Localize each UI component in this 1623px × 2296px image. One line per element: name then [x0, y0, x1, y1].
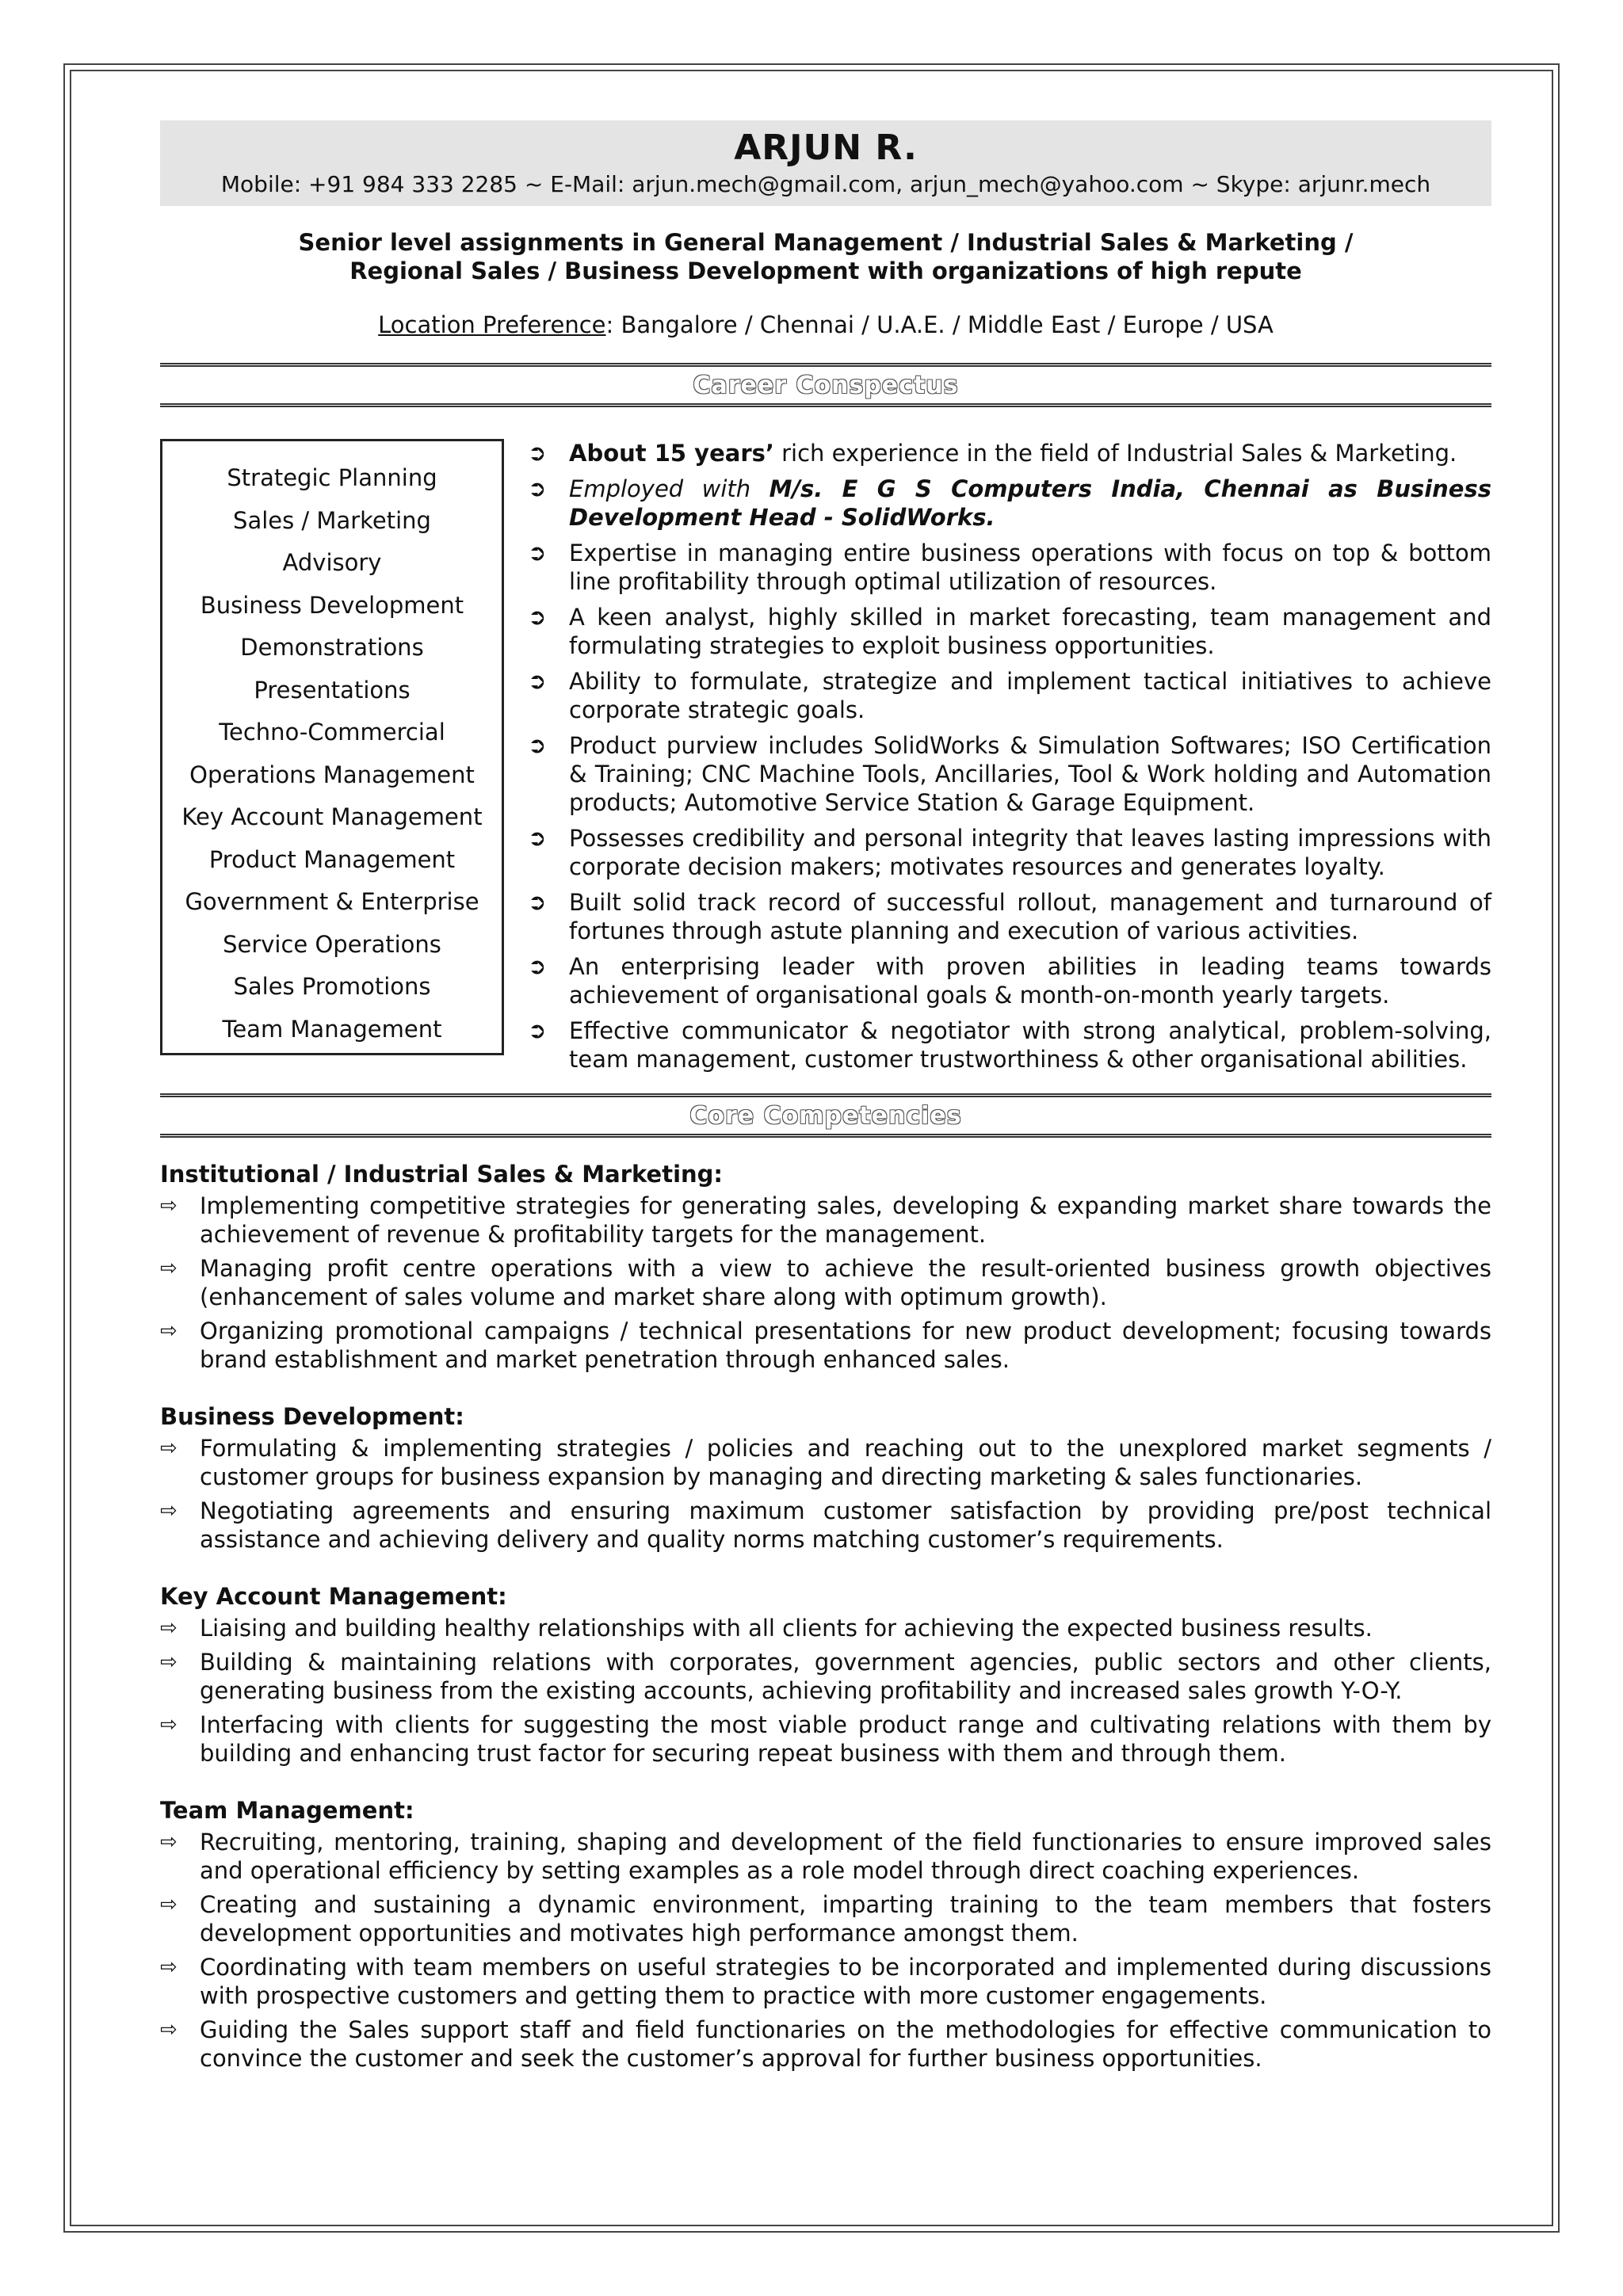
conspectus-bullets [528, 439, 1491, 1081]
arrow-icon: ➲ [528, 953, 547, 979]
conspectus-bullet [528, 731, 1491, 817]
bullet-text: Effective communicator & negotiator with strong analytical, problem-solving, team management, customer trustworthiness & other organisational abilities. [569, 1017, 1491, 1073]
competency-text: Negotiating agreements and ensuring maximum customer satisfaction by providing pre/post technical assistance and achieving delivery and quality norms matching customer’s requirements. [200, 1497, 1491, 1553]
conspectus-bullet [528, 439, 1491, 467]
bullet-text: Product purview includes SolidWorks & Simulation Softwares; ISO Certification & Training; CNC Machine Tools, Ancillaries, Tool & Work holding and Automation products; Automotive Service Station & Garage Equipment. [569, 732, 1491, 816]
skill-item: Advisory [282, 549, 382, 576]
competency-item [160, 2016, 1491, 2073]
location-preference [160, 311, 1491, 339]
bullet-text: An enterprising leader with proven abilities in leading teams towards achievement of organisational goals & month-on-month yearly targets. [569, 953, 1491, 1009]
competency-heading: Key Account Management: [160, 1583, 507, 1610]
competency-text: Organizing promotional campaigns / technical presentations for new product development; focusing towards brand establishment and market penetration through enhanced sales. [200, 1318, 1491, 1373]
competency-text: Interfacing with clients for suggesting the most viable product range and cultivating relations with them by building and enhancing trust factor for securing repeat business with them and through them. [200, 1711, 1491, 1767]
competency-text: Creating and sustaining a dynamic environment, imparting training to the team members that fosters development opportunities and motivates high performance amongst them. [200, 1891, 1491, 1947]
bullet-text: A keen analyst, highly skilled in market forecasting, team management and formulating strategies to exploit business opportunities. [569, 604, 1491, 659]
conspectus-bullet [528, 667, 1491, 724]
skill-item: Strategic Planning [227, 464, 437, 491]
experience-years: About 15 years’ [569, 440, 774, 467]
hollow-arrow-icon: ⇨ [160, 1713, 178, 1737]
career-conspectus-heading-bar [160, 363, 1491, 407]
conspectus-bullet [528, 539, 1491, 596]
hollow-arrow-icon: ⇨ [160, 1650, 178, 1674]
competency-item [160, 1192, 1491, 1249]
hollow-arrow-icon: ⇨ [160, 1257, 178, 1280]
skills-box [160, 439, 504, 1055]
competency-item [160, 1317, 1491, 1374]
competency-heading: Institutional / Industrial Sales & Marketing: [160, 1161, 724, 1188]
core-competencies [160, 1160, 1491, 2073]
location-label: Location Preference [378, 311, 606, 338]
arrow-icon: ➲ [528, 540, 547, 566]
conspectus-bullet [528, 888, 1491, 945]
bullet-text: Employed with [569, 475, 769, 502]
arrow-icon: ➲ [528, 825, 547, 851]
arrow-icon: ➲ [528, 475, 547, 502]
candidate-name: ARJUN R. [734, 128, 918, 168]
competency-item [160, 1648, 1491, 1705]
hollow-arrow-icon: ⇨ [160, 1616, 178, 1640]
skill-item: Sales / Marketing [233, 506, 431, 534]
conspectus-bullet [528, 952, 1491, 1009]
competency-item [160, 1614, 1491, 1642]
hollow-arrow-icon: ⇨ [160, 1955, 178, 1979]
arrow-icon: ➲ [528, 668, 547, 694]
contact-line: Mobile: +91 984 333 2285 ~ E-Mail: arjun.mech@gmail.com, arjun_mech@yahoo.com ~ Skype: arjunr.mech [220, 171, 1431, 197]
competency-item [160, 1497, 1491, 1554]
competency-text: Managing profit centre operations with a view to achieve the result-oriented business growth objectives (enhancement of sales volume and market share along with optimum growth). [200, 1255, 1491, 1310]
conspectus-bullet [528, 1016, 1491, 1074]
competency-item [160, 1828, 1491, 1885]
conspectus-bullet [528, 603, 1491, 660]
tagline-line-2: Regional Sales / Business Development with organizations of high repute [349, 257, 1302, 284]
competency-text: Building & maintaining relations with corporates, government agencies, public sectors and other clients, generating business from the existing accounts, achieving profitability and increased sales growth Y-O-Y. [200, 1649, 1491, 1704]
resume-header [160, 120, 1491, 206]
bullet-text: Built solid track record of successful rollout, management and turnaround of fortunes through astute planning and execution of various activities. [569, 889, 1491, 944]
competency-item [160, 1254, 1491, 1311]
arrow-icon: ➲ [528, 1017, 547, 1043]
skill-item: Techno-Commercial [219, 719, 445, 746]
competency-text: Implementing competitive strategies for generating sales, developing & expanding market share towards the achievement of revenue & profitability targets for the management. [200, 1192, 1491, 1248]
core-competencies-heading-bar [160, 1093, 1491, 1138]
section-title: Core Competencies [689, 1101, 962, 1130]
hollow-arrow-icon: ⇨ [160, 1194, 178, 1218]
skill-item: Product Management [208, 845, 456, 873]
hollow-arrow-icon: ⇨ [160, 1436, 178, 1460]
competency-text: Recruiting, mentoring, training, shaping and development of the field functionaries to ensure improved sales and operational efficiency by setting examples as a role model through direct coaching experiences. [200, 1829, 1491, 1884]
skill-item: Business Development [200, 591, 464, 619]
conspectus-bullet [528, 824, 1491, 881]
skill-item: Operations Management [189, 761, 475, 788]
bullet-text: Expertise in managing entire business operations with focus on top & bottom line profitability through optimal utilization of resources. [569, 540, 1491, 595]
hollow-arrow-icon: ⇨ [160, 1830, 178, 1854]
competency-heading: Team Management: [160, 1797, 414, 1824]
bullet-text: Possesses credibility and personal integrity that leaves lasting impressions with corporate decision makers; motivates resources and generates loyalty. [569, 825, 1491, 880]
bullet-text: rich experience in the field of Industrial Sales & Marketing. [773, 440, 1457, 467]
skill-item: Government & Enterprise [185, 888, 479, 915]
current-employer: M/s. E G S Computers India, Chennai as Business Development Head - SolidWorks. [569, 475, 1491, 531]
competency-text: Liaising and building healthy relationships with all clients for achieving the expected business results. [200, 1615, 1373, 1642]
career-objective [160, 228, 1491, 285]
skill-item: Service Operations [223, 930, 441, 958]
hollow-arrow-icon: ⇨ [160, 1499, 178, 1523]
arrow-icon: ➲ [528, 732, 547, 758]
career-conspectus [160, 439, 1491, 1081]
hollow-arrow-icon: ⇨ [160, 2018, 178, 2042]
competency-item [160, 1953, 1491, 2010]
competency-item [160, 1890, 1491, 1947]
resume-content [160, 120, 1491, 2078]
location-value: : Bangalore / Chennai / U.A.E. / Middle East / Europe / USA [605, 311, 1274, 338]
competency-item [160, 1434, 1491, 1491]
skill-item: Sales Promotions [233, 973, 431, 1000]
skill-item: Key Account Management [181, 803, 483, 830]
arrow-icon: ➲ [528, 440, 547, 466]
competency-text: Coordinating with team members on useful strategies to be incorporated and implemented during discussions with prospective customers and getting them to practice with more customer engagements. [200, 1954, 1491, 2009]
arrow-icon: ➲ [528, 889, 547, 915]
section-title: Career Conspectus [693, 371, 959, 399]
hollow-arrow-icon: ⇨ [160, 1319, 178, 1343]
conspectus-bullet [528, 475, 1491, 532]
hollow-arrow-icon: ⇨ [160, 1893, 178, 1917]
skill-item: Team Management [222, 1015, 442, 1043]
competency-item [160, 1711, 1491, 1768]
bullet-text: Ability to formulate, strategize and implement tactical initiatives to achieve corporate strategic goals. [569, 668, 1491, 723]
competency-heading: Business Development: [160, 1403, 464, 1430]
skill-item: Presentations [254, 676, 411, 704]
arrow-icon: ➲ [528, 604, 547, 630]
tagline-line-1: Senior level assignments in General Management / Industrial Sales & Marketing / [298, 229, 1354, 256]
competency-text: Formulating & implementing strategies / policies and reaching out to the unexplored market segments / customer groups for business expansion by managing and directing marketing & sales functionaries. [200, 1435, 1491, 1490]
skill-item: Demonstrations [240, 634, 424, 661]
competency-text: Guiding the Sales support staff and field functionaries on the methodologies for effective communication to convince the customer and seek the customer’s approval for further business opportunities. [200, 2016, 1491, 2072]
